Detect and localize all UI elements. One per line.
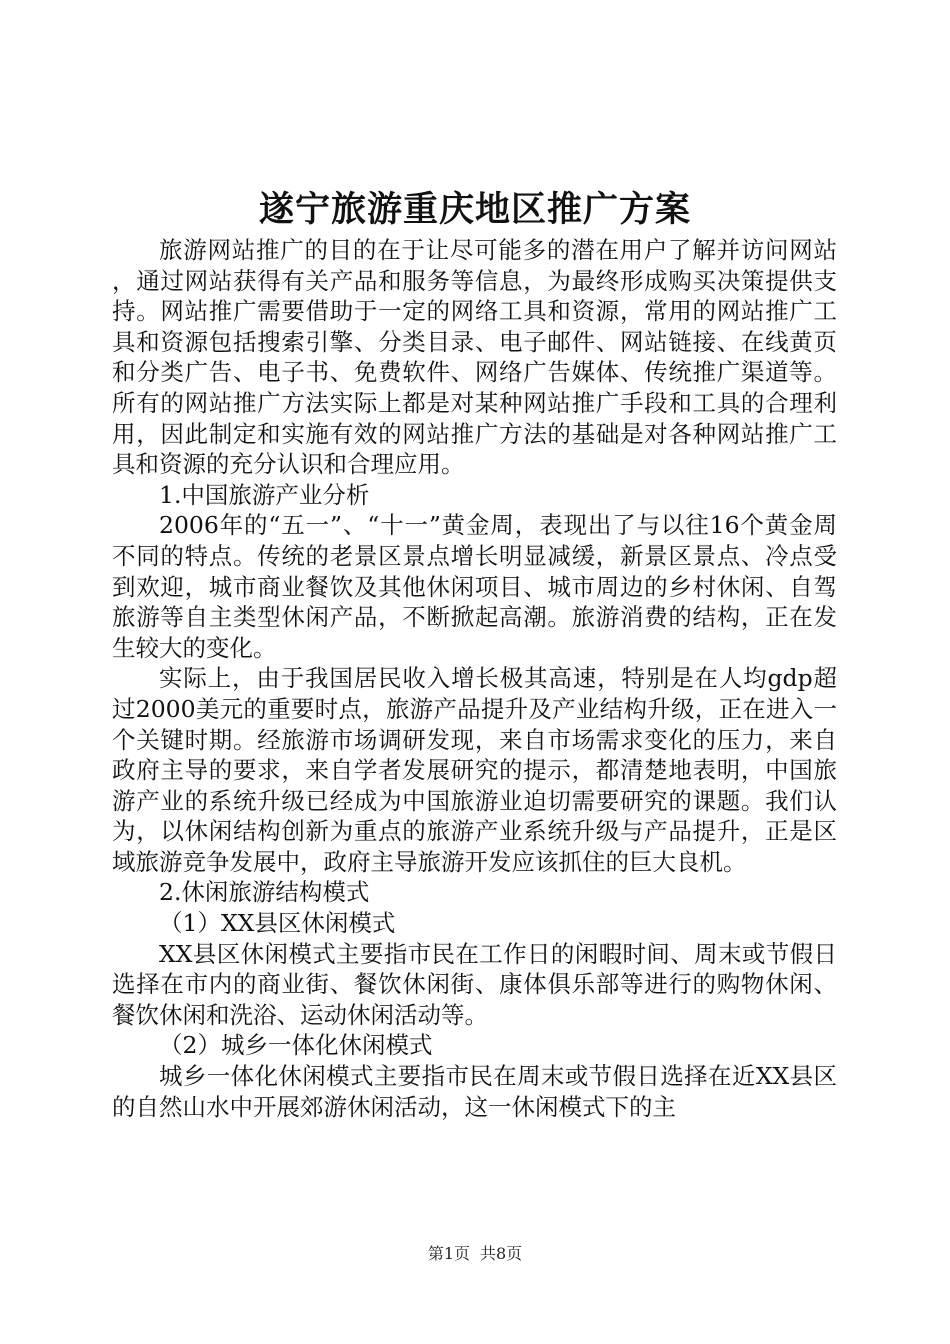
page-footer (0, 1243, 950, 1265)
page-number: 第1页 (427, 1244, 470, 1263)
document-body (112, 235, 837, 1122)
county-leisure-paragraph: XX县区休闲模式主要指市民在工作日的闲暇时间、周末或节假日选择在市内的商业街、餐饮休闲街、康体俱乐部等进行的购物休闲、餐饮休闲和洗浴、运动休闲活动等。 (112, 939, 837, 1029)
urban-rural-paragraph: 城乡一体化休闲模式主要指市民在周末或节假日选择在近XX县区的自然山水中开展郊游休闲活动，这一休闲模式下的主 (112, 1062, 837, 1121)
golden-week-paragraph: 2006年的“五一”、“十一”黄金周，表现出了与以往16个黄金周不同的特点。传统的老景区景点增长明显减缓，新景区景点、冷点受到欢迎，城市商业餐饮及其他休闲项目、城市周边的乡村休闲、自驾旅游等自主类型休闲产品，不断掀起高潮。旅游消费的结构，正在发生较大的变化。 (112, 511, 837, 662)
industry-upgrade-paragraph: 实际上，由于我国居民收入增长极其高速，特别是在人均gdp超过2000美元的重要时点，旅游产品提升及产业结构升级，正在进入一个关键时期。经旅游市场调研发现，来自市场需求变化的压力，来自政府主导的要求，来自学者发展研究的提示，都清楚地表明，中国旅游产业的系统升级已经成为中国旅游业迫切需要研究的课题。我们认为，以休闲结构创新为重点的旅游产业系统升级与产品提升，正是区域旅游竞争发展中，政府主导旅游开发应该抓住的巨大良机。 (112, 664, 837, 876)
page-total: 共8页 (480, 1244, 523, 1263)
section-heading-industry-analysis: 1.中国旅游产业分析 (159, 480, 370, 509)
subheading-urban-rural-mode: （2）城乡一体化休闲模式 (159, 1031, 433, 1060)
document-title: 遂宁旅游重庆地区推广方案 (258, 189, 691, 230)
intro-paragraph: 旅游网站推广的目的在于让尽可能多的潜在用户了解并访问网站，通过网站获得有关产品和服务等信息，为最终形成购买决策提供支持。网站推广需要借助于一定的网络工具和资源，常用的网站推广工具和资源包括搜索引擎、分类目录、电子邮件、网站链接、在线黄页和分类广告、电子书、免费软件、网络广告媒体、传统推广渠道等。所有的网站推广方法实际上都是对某种网站推广手段和工具的合理利用，因此制定和实施有效的网站推广方法的基础是对各种网站推广工具和资源的充分认识和合理应用。 (112, 236, 837, 479)
subheading-county-leisure-mode: （1）XX县区休闲模式 (159, 909, 396, 938)
section-heading-leisure-structure: 2.休闲旅游结构模式 (159, 878, 370, 907)
